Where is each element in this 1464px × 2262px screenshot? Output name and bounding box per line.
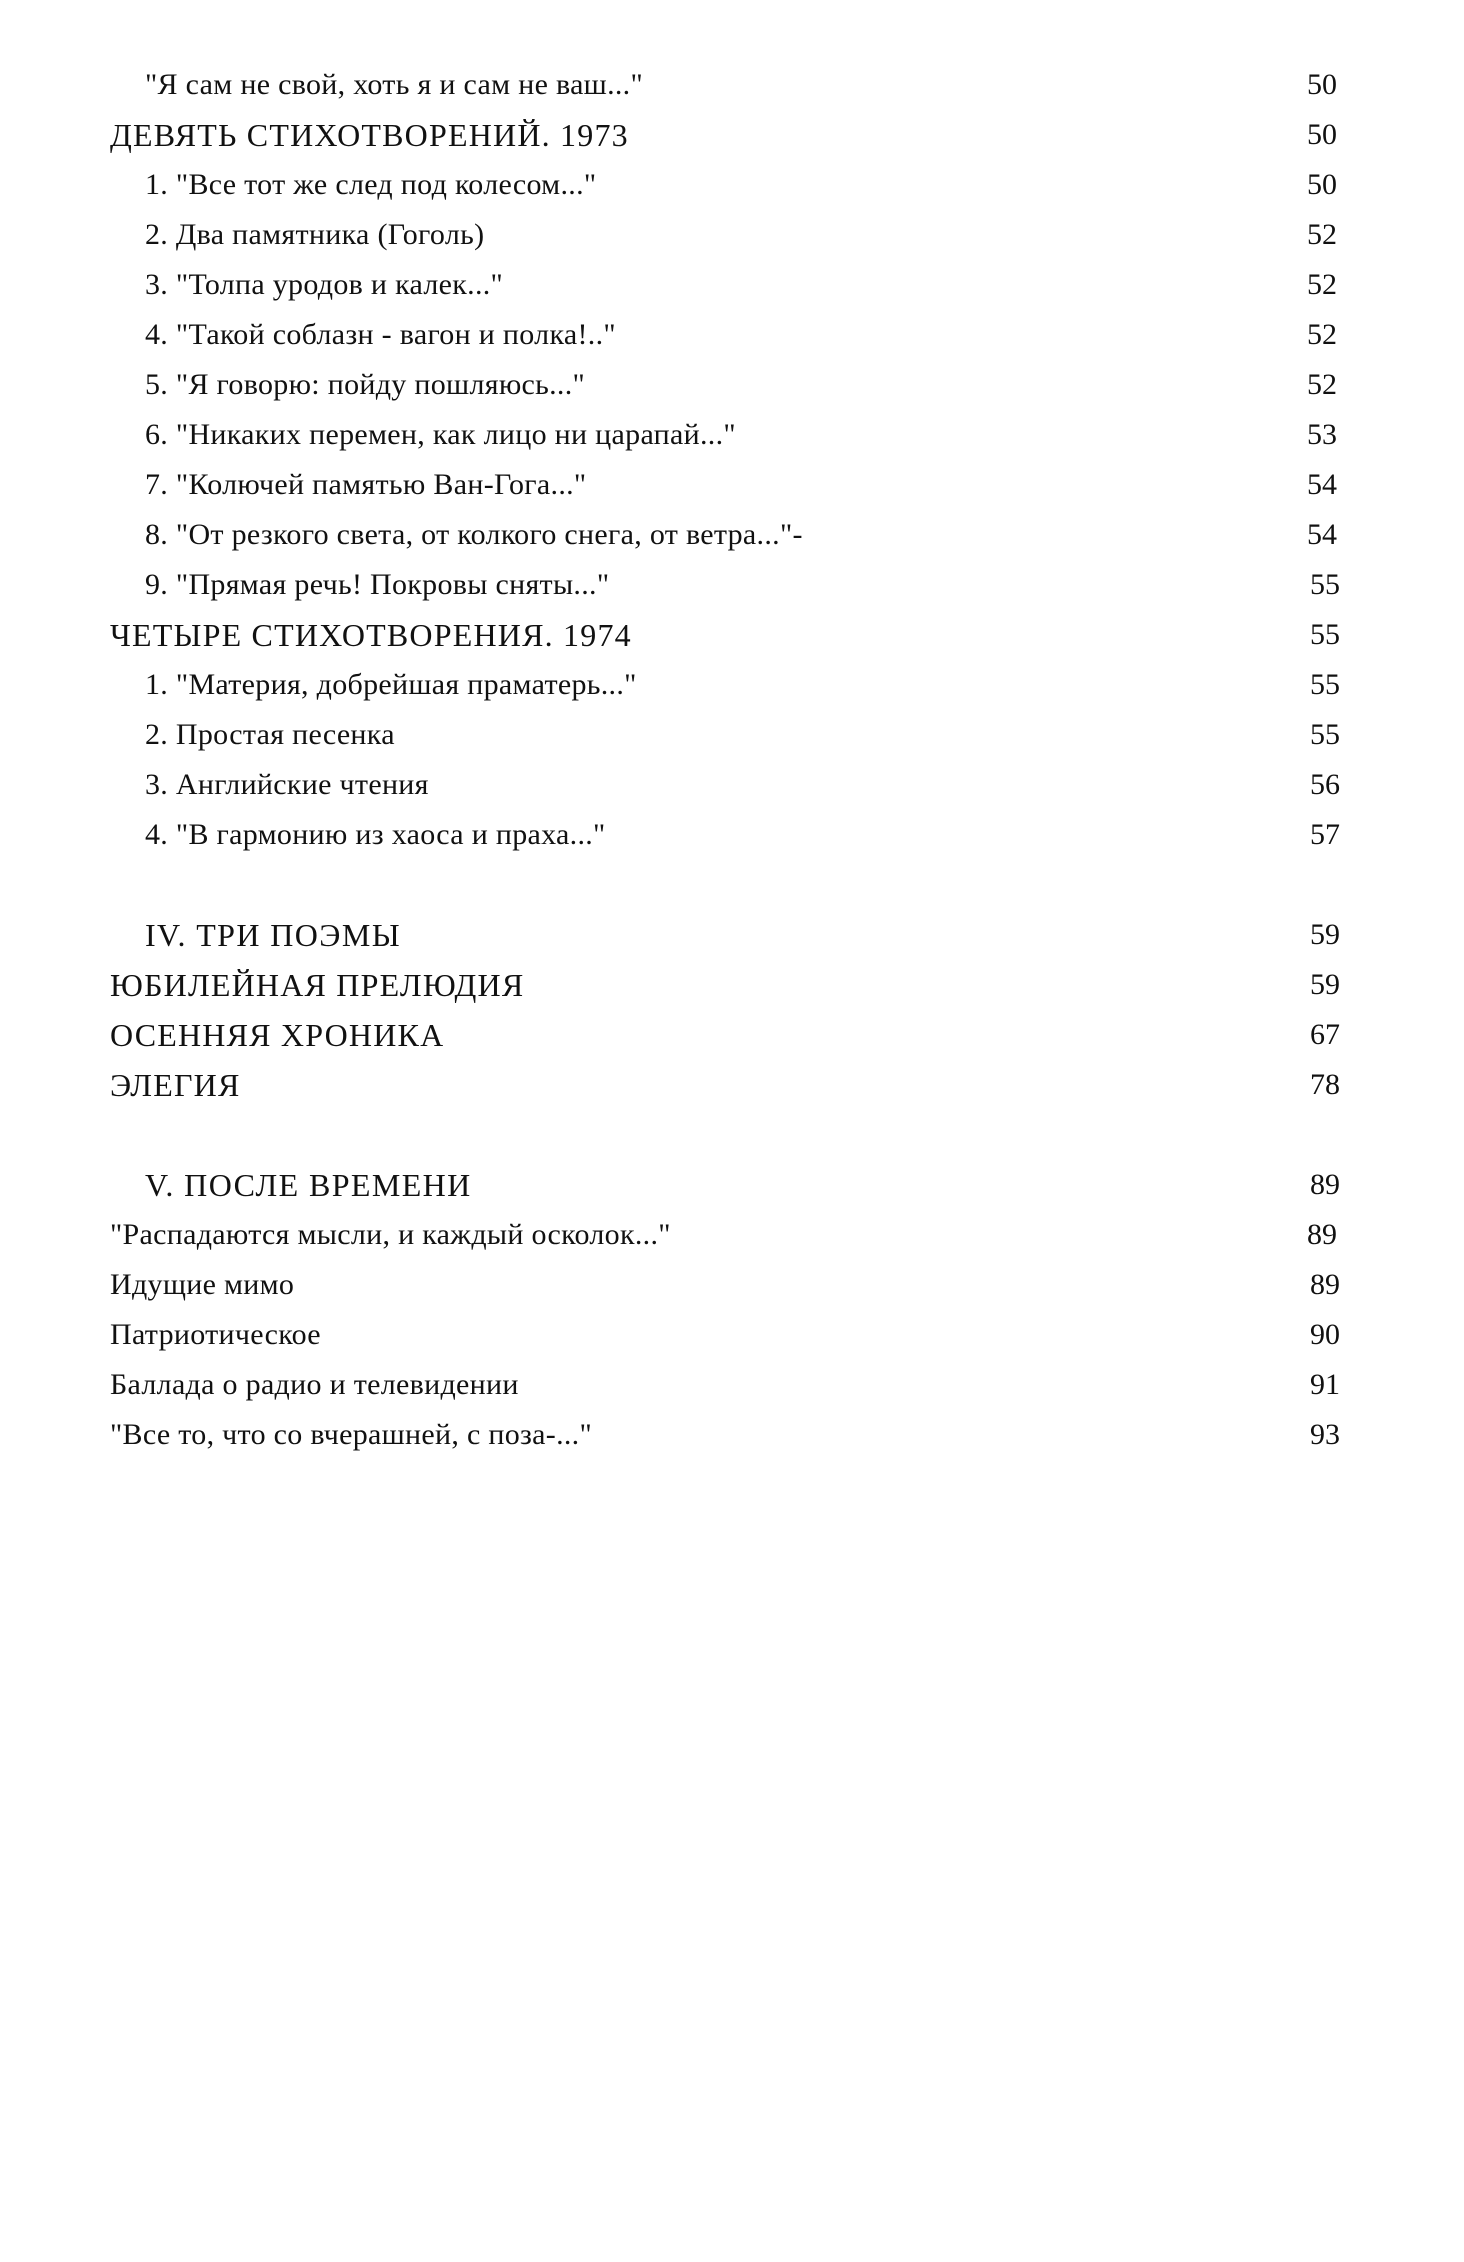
toc-page-number: 89 [1310,1268,1340,1301]
toc-title: 2. Простая песенка [145,718,395,751]
toc-title: ОСЕННЯЯ ХРОНИКА [110,1017,445,1053]
toc-title: ЧЕТЫРЕ СТИХОТВОРЕНИЯ. 1974 [110,617,632,653]
toc-title: 2. Два памятника (Гоголь) [145,218,485,251]
toc-entry [0,410,1464,460]
toc-page-number: 54 [1307,518,1337,551]
toc-title: "Я сам не свой, хоть я и сам не ваш..." [145,68,644,101]
toc-entry [0,1410,1464,1460]
toc-page-number: 89 [1307,1218,1337,1251]
toc-page-number: 55 [1310,668,1340,701]
toc-page-number: 52 [1307,218,1337,251]
toc-entry [0,810,1464,860]
toc-title: V. ПОСЛЕ ВРЕМЕНИ [145,1167,472,1203]
toc-page-number: 56 [1310,768,1340,801]
toc-title: ЭЛЕГИЯ [110,1067,241,1103]
toc-page-number: 91 [1310,1368,1340,1401]
toc-title: IV. ТРИ ПОЭМЫ [145,917,401,953]
toc-page-number: 55 [1310,718,1340,751]
toc-entry [0,310,1464,360]
toc-page-number: 53 [1307,418,1337,451]
toc-entry [0,260,1464,310]
toc-title: 6. "Никаких перемен, как лицо ни царапай..." [145,418,736,451]
toc-page-number: 59 [1310,968,1340,1001]
toc-page-number: 67 [1310,1018,1340,1051]
toc-page-number: 57 [1310,818,1340,851]
toc-title: 3. Английские чтения [145,768,429,801]
toc-page-number: 78 [1310,1068,1340,1101]
toc-page-number: 90 [1310,1318,1340,1351]
toc-page-number: 50 [1307,68,1337,101]
toc-page-number: 55 [1310,568,1340,601]
toc-entry [0,60,1464,110]
toc-entry [0,1360,1464,1410]
toc-title: 1. "Все тот же след под колесом..." [145,168,597,201]
toc-page-number: 54 [1307,468,1337,501]
toc-title: "Все то, что со вчерашней, с поза-..." [110,1418,593,1451]
toc-entry [0,460,1464,510]
toc-title: 1. "Материя, добрейшая праматерь..." [145,668,637,701]
toc-title: 4. "В гармонию из хаоса и праха..." [145,818,606,851]
toc-title: 7. "Колючей памятью Ван-Гога..." [145,468,587,501]
toc-title: ЮБИЛЕЙНАЯ ПРЕЛЮДИЯ [110,967,525,1003]
toc-title: 4. "Такой соблазн - вагон и полка!.." [145,318,616,351]
toc-entry [0,510,1464,560]
toc-entry [0,660,1464,710]
toc-title: "Распадаются мысли, и каждый осколок..." [110,1218,671,1251]
toc-entry [0,1310,1464,1360]
toc-part-heading [0,910,1464,960]
toc-title: Идущие мимо [110,1268,295,1301]
toc-title: 8. "От резкого света, от колкого снега, от ветра..."- [145,518,803,551]
toc-entry [0,210,1464,260]
toc-page-number: 59 [1310,918,1340,951]
toc-title: Патриотическое [110,1318,321,1351]
toc-page-number: 55 [1310,618,1340,651]
toc-page-number: 50 [1307,118,1337,151]
toc-page-number: 89 [1310,1168,1340,1201]
toc-entry [0,160,1464,210]
toc-part-heading [0,1160,1464,1210]
toc-entry [0,760,1464,810]
toc-section-heading [0,960,1464,1010]
toc-title: ДЕВЯТЬ СТИХОТВОРЕНИЙ. 1973 [110,117,629,153]
toc-title: 9. "Прямая речь! Покровы сняты..." [145,568,610,601]
toc-title: 3. "Толпа уродов и калек..." [145,268,504,301]
toc-section-heading [0,1010,1464,1060]
toc-entry [0,710,1464,760]
toc-section-heading [0,1060,1464,1110]
toc-entry [0,360,1464,410]
toc-page-number: 52 [1307,368,1337,401]
toc-page-number: 52 [1307,318,1337,351]
toc-section-heading [0,110,1464,160]
toc-page-number: 50 [1307,168,1337,201]
toc-title: Баллада о радио и телевидении [110,1368,519,1401]
toc-entry [0,1260,1464,1310]
toc-title: 5. "Я говорю: пойду пошляюсь..." [145,368,586,401]
toc-entry [0,560,1464,610]
toc-page-number: 52 [1307,268,1337,301]
toc-section-heading [0,610,1464,660]
toc-entry [0,1210,1464,1260]
toc-page-number: 93 [1310,1418,1340,1451]
